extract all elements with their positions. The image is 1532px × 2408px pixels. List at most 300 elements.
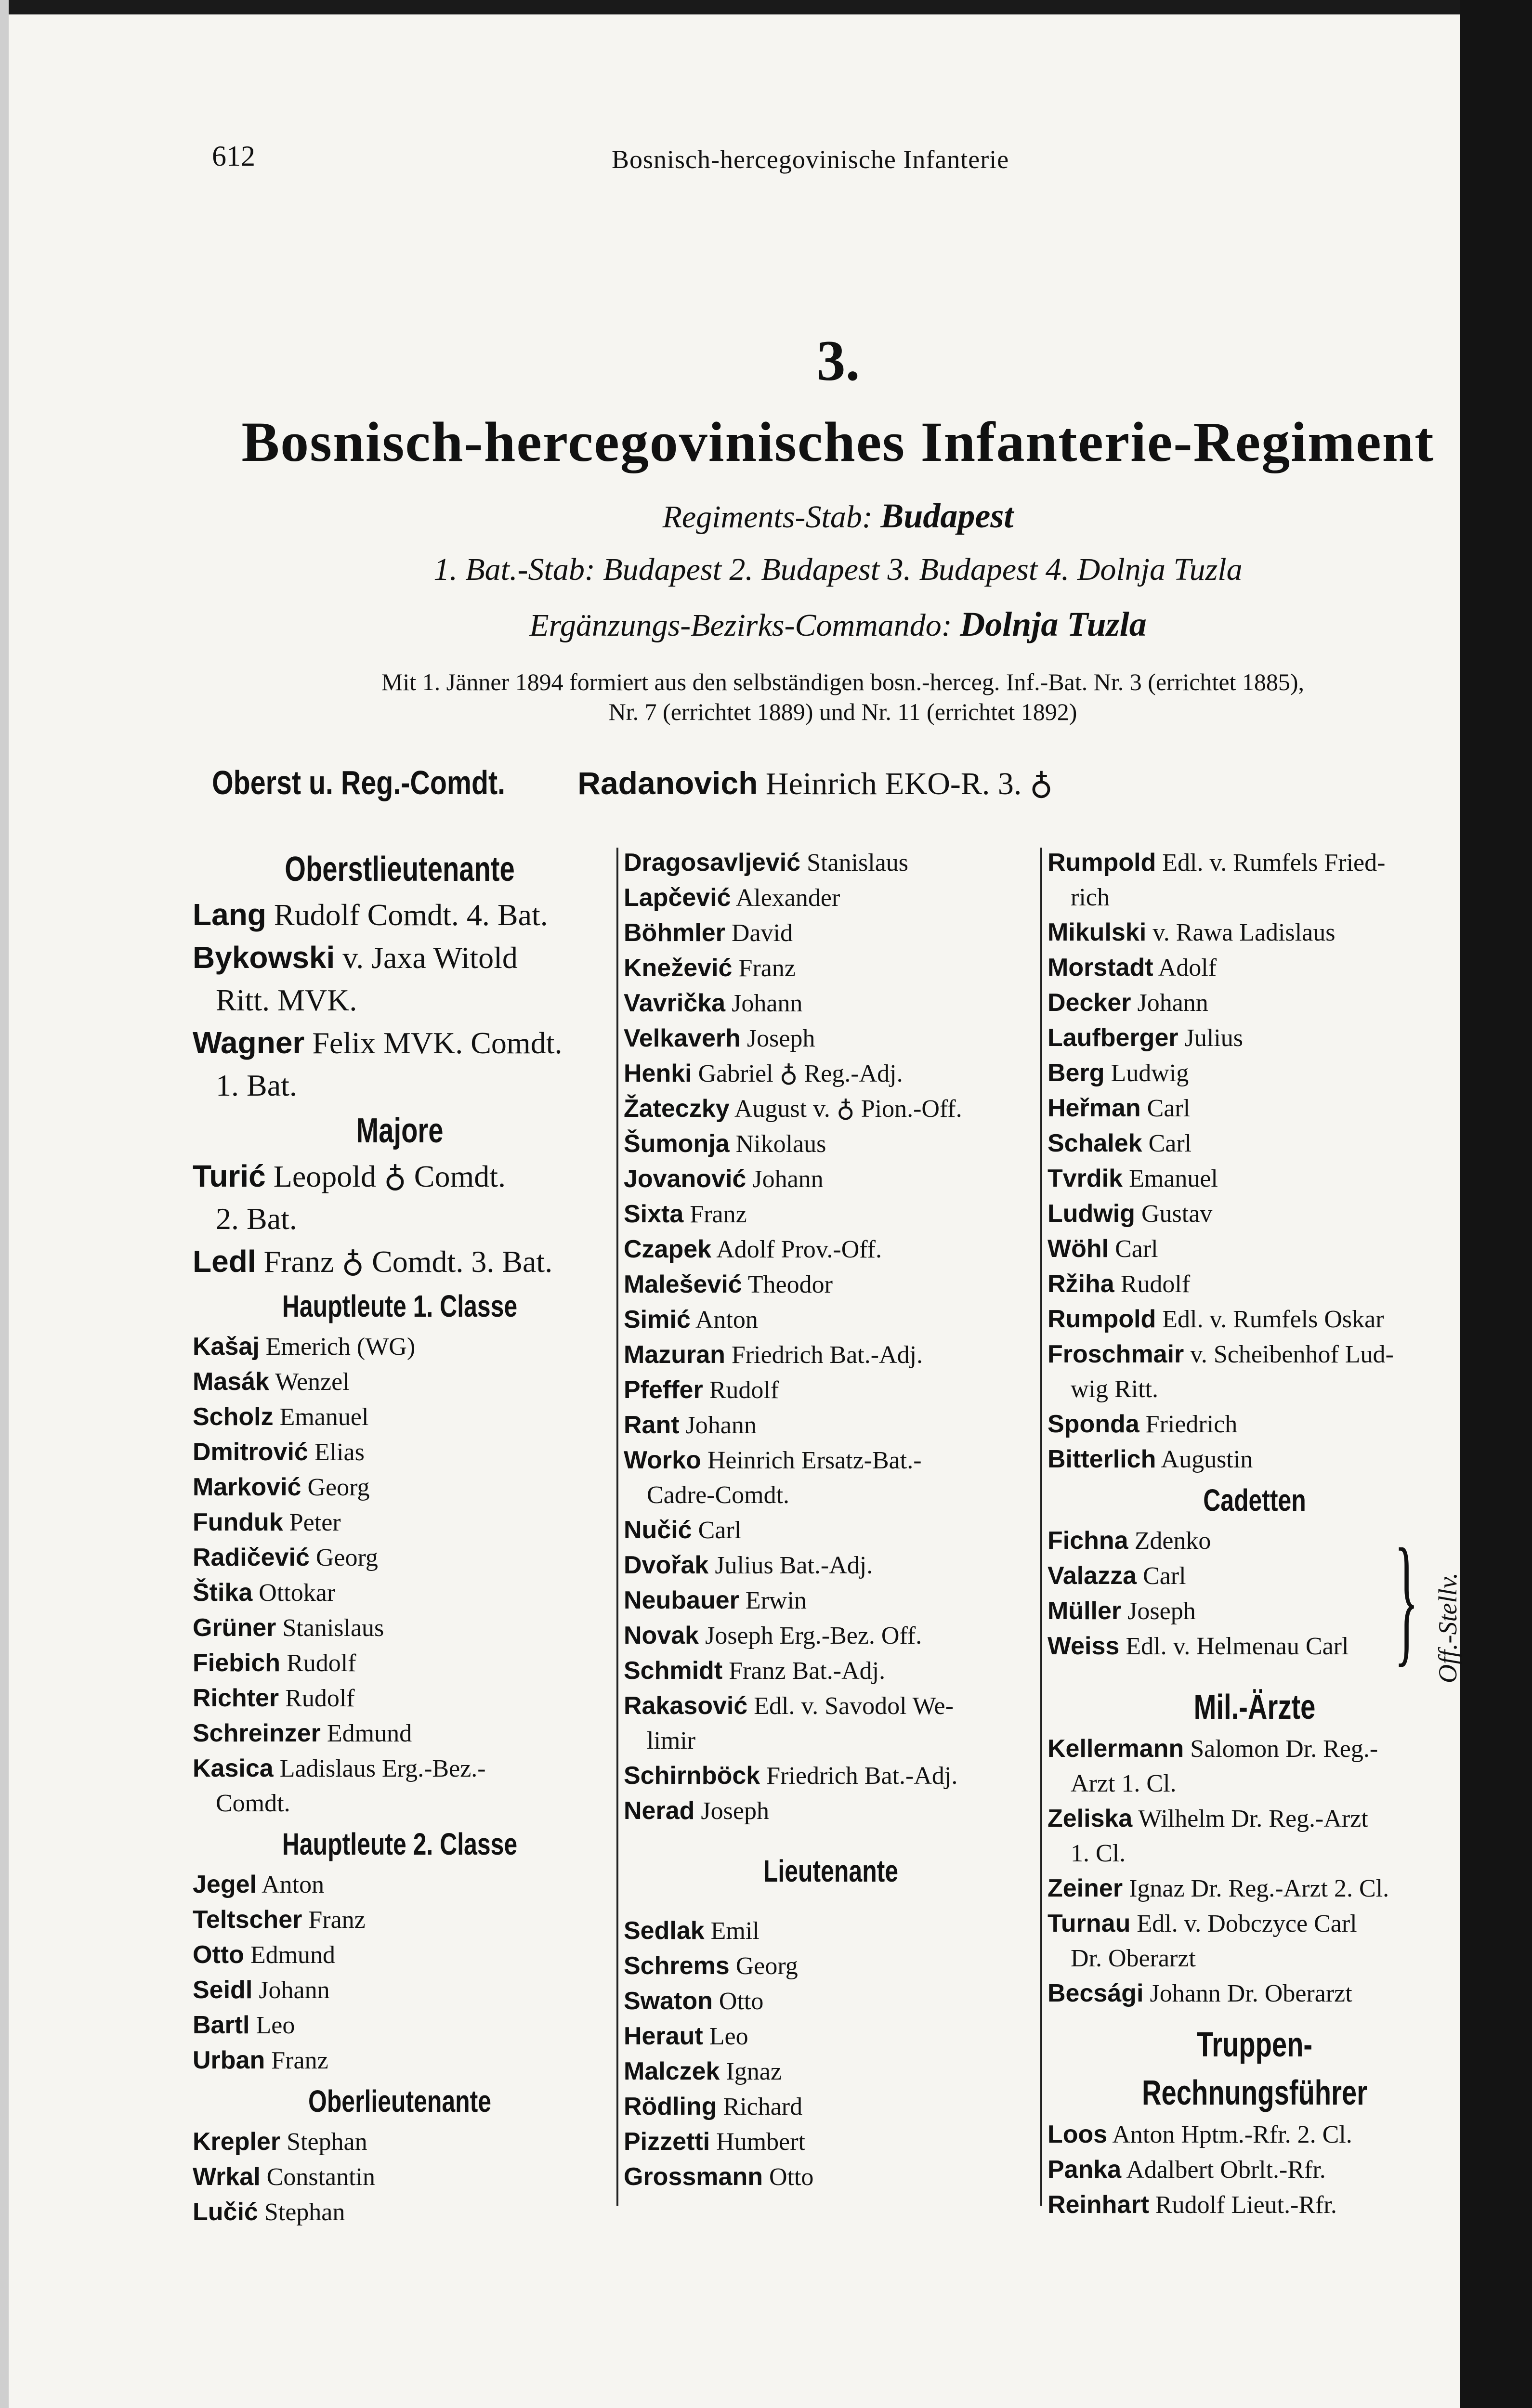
officer-details: Ignaz Dr. Reg.-Arzt 2. Cl. bbox=[1129, 1875, 1389, 1902]
officer-surname: Štika bbox=[193, 1579, 253, 1607]
officer-surname: Froschmair bbox=[1048, 1340, 1184, 1368]
officer-surname: Müller bbox=[1048, 1597, 1122, 1625]
officer-surname: Lang bbox=[193, 897, 266, 932]
officer-details: Johann bbox=[259, 1976, 330, 2004]
roster-entry bbox=[1048, 1302, 1462, 1337]
formation-note-line-1: Mit 1. Jänner 1894 formiert aus den selbständigen bosn.-herceg. Inf.-Bat. Nr. 3 (errichtet 1885), bbox=[381, 668, 1305, 695]
officer-details: Franz Bat.-Adj. bbox=[729, 1657, 886, 1685]
roster-entry bbox=[193, 2159, 607, 2195]
officer-surname: Reinhart bbox=[1048, 2191, 1149, 2219]
formation-note-line-2: Nr. 7 (errichtet 1889) und Nr. 11 (errichtet 1892) bbox=[608, 698, 1077, 725]
officer-details: Adolf Prov.-Off. bbox=[716, 1236, 882, 1263]
roster-entry bbox=[1048, 1976, 1462, 2011]
officer-surname: Lučić bbox=[193, 2198, 258, 2226]
officer-details: Rudolf bbox=[287, 1649, 356, 1677]
officer-surname: Decker bbox=[1048, 989, 1131, 1017]
roster-entry bbox=[1048, 1056, 1462, 1091]
officer-details: Joseph Erg.-Bez. Off. bbox=[705, 1622, 922, 1649]
roster-entry bbox=[193, 1646, 607, 1681]
roster-entry bbox=[193, 1751, 607, 1786]
roster-entry bbox=[193, 1329, 607, 1364]
officer-surname: Rödling bbox=[624, 2093, 717, 2120]
entry-continuation: limir bbox=[647, 1727, 696, 1754]
officer-details: Franz bbox=[690, 1201, 747, 1228]
officer-details: Ludwig bbox=[1111, 1060, 1189, 1087]
heading-cadetten: Cadetten bbox=[1203, 1483, 1306, 1518]
officer-details: Richard bbox=[723, 2093, 803, 2120]
heading-rechnungsfuehrer: Truppen-Rechnungsführer bbox=[1141, 2026, 1368, 2112]
officer-surname: Knežević bbox=[624, 954, 733, 982]
roster-entry bbox=[193, 1575, 607, 1610]
officer-details: Salomon Dr. Reg.- bbox=[1190, 1735, 1378, 1763]
officer-surname: Mikulski bbox=[1048, 918, 1147, 946]
officer-details: Otto bbox=[719, 1988, 764, 2015]
roster-entry bbox=[624, 1513, 1038, 1548]
roster-entry bbox=[624, 1984, 1038, 2019]
roster-entry bbox=[1048, 1337, 1462, 1372]
officer-surname: Fichna bbox=[1048, 1527, 1128, 1555]
battalions-line: 1. Bat.-Stab: Budapest 2. Budapest 3. Budapest 4. Dolnja Tuzla bbox=[433, 552, 1243, 587]
roster-entry bbox=[624, 1162, 1038, 1197]
officer-surname: Bartl bbox=[193, 2011, 250, 2039]
officer-details: Edl. v. Rumfels Fried- bbox=[1162, 849, 1386, 877]
officer-surname: Malczek bbox=[624, 2057, 720, 2085]
roster-entry bbox=[193, 2043, 607, 2078]
officer-details: Franz ♁ Comdt. 3. Bat. bbox=[263, 1244, 553, 1279]
officer-details: August v. ♁ Pion.-Off. bbox=[734, 1095, 962, 1123]
list-lieutenante-a bbox=[624, 1913, 1038, 2195]
roster-entry bbox=[1048, 2152, 1462, 2187]
officer-details: Carl bbox=[1147, 1095, 1191, 1122]
staff-city: Budapest bbox=[880, 497, 1014, 535]
list-oberlieutenante-a bbox=[193, 2124, 607, 2230]
officer-surname: Schmidt bbox=[624, 1657, 723, 1685]
roster-entry bbox=[193, 1867, 607, 1902]
officer-details: Edl. v. Rumfels Oskar bbox=[1162, 1306, 1384, 1333]
officer-details: Johann bbox=[732, 990, 803, 1017]
officer-surname: Krepler bbox=[193, 2128, 281, 2156]
officer-surname: Henki bbox=[624, 1060, 692, 1087]
list-oberstlieutenante bbox=[193, 893, 607, 1107]
officer-surname: Zeiner bbox=[1048, 1874, 1123, 1902]
officer-surname: Weiss bbox=[1048, 1632, 1120, 1660]
heading-mil-aerzte: Mil.-Ärzte bbox=[1193, 1688, 1316, 1727]
officer-details: Franz bbox=[308, 1906, 366, 1934]
officer-surname: Novak bbox=[624, 1622, 699, 1649]
roster-entry bbox=[1048, 1267, 1462, 1302]
roster-entry bbox=[624, 880, 1038, 916]
roster-entry bbox=[624, 1232, 1038, 1267]
officer-details: Augustin bbox=[1161, 1446, 1253, 1473]
officer-details: Wenzel bbox=[275, 1368, 350, 1396]
roster-entry bbox=[624, 1408, 1038, 1443]
officer-surname: Lapčević bbox=[624, 884, 731, 912]
officer-surname: Pfeffer bbox=[624, 1376, 703, 1404]
roster-entry bbox=[1048, 845, 1462, 880]
roster-entry bbox=[624, 1793, 1038, 1829]
officer-surname: Funduk bbox=[193, 1508, 283, 1536]
officer-surname: Nučić bbox=[624, 1516, 692, 1544]
officer-surname: Dragosavljević bbox=[624, 849, 801, 877]
roster-entry bbox=[624, 1443, 1038, 1478]
officer-details: Rudolf bbox=[285, 1685, 355, 1712]
officer-details: Elias bbox=[314, 1439, 365, 1466]
heading-oberlieutenante: Oberlieutenante bbox=[308, 2084, 492, 2119]
roster-entry bbox=[1048, 1021, 1462, 1056]
officer-surname: Grüner bbox=[193, 1614, 276, 1642]
officer-details: Anton Hptm.-Rfr. 2. Cl. bbox=[1112, 2121, 1352, 2148]
roster-entry bbox=[193, 1470, 607, 1505]
officer-details: Leo bbox=[709, 2023, 748, 2050]
officer-surname: Kašaj bbox=[193, 1333, 260, 1361]
roster-entry bbox=[193, 2008, 607, 2043]
officer-details: Wilhelm Dr. Reg.-Arzt bbox=[1138, 1805, 1368, 1832]
column-1 bbox=[193, 845, 607, 2230]
officer-details: Anton bbox=[695, 1306, 758, 1334]
roster-entry bbox=[1048, 1126, 1462, 1161]
roster-entry bbox=[624, 2089, 1038, 2124]
officer-details: Carl bbox=[1143, 1562, 1186, 1590]
officer-surname: Neubauer bbox=[624, 1586, 739, 1614]
officer-surname: Velkaverh bbox=[624, 1024, 741, 1052]
officer-surname: Mazuran bbox=[624, 1341, 725, 1369]
entry-continuation: 1. Bat. bbox=[216, 1068, 297, 1102]
roster-entry bbox=[624, 1758, 1038, 1793]
roster-entry bbox=[193, 1540, 607, 1575]
cadetten-brace: } bbox=[1394, 1519, 1419, 1679]
officer-details: v. Rawa Ladislaus bbox=[1152, 919, 1336, 946]
officer-surname: Turić bbox=[193, 1159, 266, 1193]
officer-surname: Simić bbox=[624, 1306, 691, 1334]
heading-majore: Majore bbox=[356, 1112, 444, 1150]
officer-details: David bbox=[731, 919, 793, 947]
officer-details: Carl bbox=[698, 1517, 742, 1544]
officer-surname: Sedlak bbox=[624, 1917, 705, 1945]
officer-surname: Pizzetti bbox=[624, 2128, 710, 2156]
roster-entry bbox=[624, 1021, 1038, 1056]
officer-surname: Bitterlich bbox=[1048, 1445, 1156, 1473]
list-hauptleute-2 bbox=[193, 1867, 607, 2078]
officer-surname: Rumpold bbox=[1048, 1305, 1156, 1333]
roster-entry bbox=[1048, 1091, 1462, 1126]
officer-details: Friedrich Bat.-Adj. bbox=[766, 1762, 958, 1790]
officer-surname: Šumonja bbox=[624, 1130, 730, 1158]
officer-details: Carl bbox=[1148, 1130, 1192, 1157]
roster-entry bbox=[193, 1240, 607, 1283]
roster-entry bbox=[193, 1435, 607, 1470]
officer-details: Edl. v. Savodol We- bbox=[754, 1692, 954, 1720]
colonel-rank: Oberst u. Reg.-Comdt. bbox=[212, 764, 506, 801]
officer-surname: Teltscher bbox=[193, 1906, 302, 1934]
officer-surname: Schreinzer bbox=[193, 1719, 321, 1747]
officer-surname: Turnau bbox=[1048, 1910, 1131, 1937]
roster-entry bbox=[624, 986, 1038, 1021]
officer-surname: Kellermann bbox=[1048, 1735, 1184, 1763]
officer-details: Felix MVK. Comdt. bbox=[312, 1026, 563, 1060]
officer-surname: Schrems bbox=[624, 1952, 730, 1980]
officer-surname: Tvrdik bbox=[1048, 1165, 1123, 1192]
officer-surname: Jegel bbox=[193, 1871, 257, 1898]
officer-details: Humbert bbox=[716, 2128, 805, 2156]
officer-surname: Sixta bbox=[624, 1200, 684, 1228]
officer-surname: Kasica bbox=[193, 1754, 274, 1782]
officer-details: Rudolf Lieut.-Rfr. bbox=[1155, 2191, 1337, 2219]
officer-details: Carl bbox=[1115, 1235, 1158, 1263]
entry-continuation: Dr. Oberarzt bbox=[1071, 1945, 1196, 1972]
officer-surname: Ludwig bbox=[1048, 1200, 1135, 1228]
roster-entry bbox=[193, 2195, 607, 2230]
roster-entry bbox=[193, 1610, 607, 1646]
entry-continuation: Ritt. MVK. bbox=[216, 983, 357, 1017]
officer-details: Stanislaus bbox=[282, 1614, 384, 1642]
officer-surname: Wöhl bbox=[1048, 1235, 1109, 1263]
entry-continuation: 2. Bat. bbox=[216, 1202, 297, 1236]
roster-entry bbox=[1048, 1871, 1462, 1906]
regiment-number: 3. bbox=[816, 328, 860, 393]
list-rechnungsfuehrer bbox=[1048, 2117, 1462, 2223]
officer-details: Alexander bbox=[735, 884, 840, 912]
roster-entry bbox=[624, 1302, 1038, 1337]
entry-continuation: Arzt 1. Cl. bbox=[1071, 1770, 1177, 1797]
officer-details: Adalbert Obrlt.-Rfr. bbox=[1126, 2156, 1326, 2184]
officer-details: Peter bbox=[289, 1509, 341, 1536]
officer-details: Stanislaus bbox=[807, 849, 909, 877]
officer-surname: Scholz bbox=[193, 1403, 274, 1431]
officer-surname: Ledl bbox=[193, 1244, 256, 1279]
officer-details: Gustav bbox=[1141, 1200, 1213, 1228]
officer-details: Gabriel ♁ Reg.-Adj. bbox=[698, 1060, 903, 1087]
officer-details: Ladislaus Erg.-Bez.- bbox=[279, 1755, 486, 1782]
roster-entry bbox=[624, 1653, 1038, 1688]
officer-details: Friedrich Bat.-Adj. bbox=[731, 1341, 923, 1369]
roster-entry bbox=[624, 1618, 1038, 1653]
roster-entry bbox=[193, 1716, 607, 1751]
running-head: Bosnisch-hercegovinische Infanterie bbox=[612, 145, 1009, 174]
roster-entry bbox=[624, 1373, 1038, 1408]
roster-entry bbox=[624, 951, 1038, 986]
officer-surname: Wrkal bbox=[193, 2163, 261, 2191]
heading-hauptleute-2: Hauptleute 2. Classe bbox=[282, 1827, 518, 1861]
officer-surname: Grossmann bbox=[624, 2163, 763, 2191]
officer-details: Edmund bbox=[250, 1941, 336, 1969]
officer-surname: Swaton bbox=[624, 1987, 713, 2015]
officer-details: v. Scheibenhof Lud- bbox=[1190, 1341, 1394, 1368]
officer-surname: Ržiha bbox=[1048, 1270, 1114, 1298]
officer-surname: Vavrička bbox=[624, 989, 726, 1017]
officer-surname: Zeliska bbox=[1048, 1805, 1133, 1832]
officer-details: Constantin bbox=[266, 2163, 376, 2191]
roster-entry bbox=[624, 1126, 1038, 1162]
officer-surname: Wagner bbox=[193, 1025, 305, 1060]
officer-details: Joseph bbox=[1127, 1597, 1196, 1625]
officer-surname: Berg bbox=[1048, 1059, 1105, 1087]
roster-entry bbox=[624, 1091, 1038, 1126]
district-label: Ergänzungs-Bezirks-Commando: bbox=[529, 608, 952, 643]
roster-entry bbox=[624, 1913, 1038, 1949]
officer-surname: Dmitrović bbox=[193, 1438, 308, 1466]
roster-entry bbox=[624, 2124, 1038, 2159]
officer-surname: Bykowski bbox=[193, 940, 335, 975]
officer-surname: Rakasović bbox=[624, 1692, 748, 1720]
roster-entry bbox=[1048, 2117, 1462, 2152]
district-city: Dolnja Tuzla bbox=[960, 605, 1147, 643]
roster-entry bbox=[193, 1902, 607, 1937]
officer-details: Zdenko bbox=[1134, 1527, 1211, 1555]
officer-surname: Nerad bbox=[624, 1797, 695, 1825]
officer-surname: Marković bbox=[193, 1473, 301, 1501]
officer-details: Joseph bbox=[701, 1797, 769, 1825]
entry-continuation: 1. Cl. bbox=[1071, 1840, 1126, 1867]
roster-entry bbox=[193, 1937, 607, 1973]
roster-entry bbox=[1048, 950, 1462, 985]
officer-details: Julius Bat.-Adj. bbox=[715, 1552, 873, 1579]
roster-entry bbox=[193, 1505, 607, 1540]
officer-surname: Dvořak bbox=[624, 1551, 709, 1579]
roster-entry bbox=[193, 936, 607, 979]
officer-surname: Seidl bbox=[193, 1976, 253, 2004]
roster-entry bbox=[193, 1400, 607, 1435]
officer-surname: Böhmler bbox=[624, 919, 725, 947]
roster-entry bbox=[624, 916, 1038, 951]
regiment-title: Bosnisch-hercegovinisches Infanterie-Regiment bbox=[241, 410, 1435, 473]
officer-details: Georg bbox=[735, 1952, 798, 1980]
roster-entry bbox=[624, 2159, 1038, 2195]
roster-entry bbox=[624, 2019, 1038, 2054]
officer-surname: Heřman bbox=[1048, 1094, 1141, 1122]
heading-oberstlieutenante: Oberstlieutenante bbox=[285, 850, 515, 889]
officer-details: Johann bbox=[1137, 989, 1208, 1017]
officer-details: Rudolf bbox=[1120, 1270, 1191, 1298]
officer-surname: Worko bbox=[624, 1446, 701, 1474]
officer-surname: Becsági bbox=[1048, 1979, 1144, 2007]
colonel-line bbox=[212, 763, 1474, 802]
roster-entry bbox=[624, 1197, 1038, 1232]
officer-details: Edl. v. Dobczyce Carl bbox=[1137, 1910, 1357, 1937]
officer-details: Edmund bbox=[327, 1720, 412, 1747]
roster-entry bbox=[624, 2054, 1038, 2089]
officer-details: Johann bbox=[752, 1165, 824, 1193]
officer-details: Rudolf Comdt. 4. Bat. bbox=[274, 898, 548, 932]
list-majore bbox=[193, 1155, 607, 1283]
officer-surname: Fiebich bbox=[193, 1649, 281, 1677]
roster-entry bbox=[1048, 985, 1462, 1021]
officer-details: Johann Dr. Oberarzt bbox=[1150, 1980, 1352, 2007]
officer-details: Franz bbox=[738, 955, 796, 982]
officer-details: Ottokar bbox=[259, 1579, 336, 1607]
entry-continuation: wig Ritt. bbox=[1071, 1375, 1159, 1403]
scan-edge-top bbox=[0, 0, 1532, 14]
officer-surname: Otto bbox=[193, 1941, 244, 1969]
roster-entry bbox=[193, 1021, 607, 1064]
officer-details: Edl. v. Helmenau Carl bbox=[1126, 1633, 1349, 1660]
officer-details: Emil bbox=[710, 1917, 759, 1945]
officer-details: Franz bbox=[271, 2047, 328, 2074]
officer-surname: Urban bbox=[193, 2046, 265, 2074]
cadetten-note: Off.-Stellv. bbox=[1433, 1572, 1462, 1683]
officer-surname: Žateczky bbox=[624, 1095, 730, 1123]
roster-entry bbox=[1048, 1196, 1462, 1231]
officer-surname: Schirnböck bbox=[624, 1762, 760, 1790]
officer-details: Johann bbox=[685, 1412, 757, 1439]
roster-entry bbox=[193, 1155, 607, 1198]
officer-details: Joseph bbox=[746, 1025, 815, 1052]
list-mil-aerzte bbox=[1048, 1731, 1462, 2011]
roster-entry bbox=[1048, 1731, 1462, 1767]
roster-entry bbox=[624, 1583, 1038, 1618]
roster-entry bbox=[624, 1056, 1038, 1091]
entry-continuation: rich bbox=[1071, 884, 1110, 911]
officer-details: Emanuel bbox=[279, 1403, 369, 1431]
list-hauptleute-1 bbox=[193, 1329, 607, 1821]
officer-details: Leopold ♁ Comdt. bbox=[273, 1159, 506, 1193]
officer-details: Emanuel bbox=[1129, 1165, 1218, 1192]
officer-surname: Schalek bbox=[1048, 1129, 1142, 1157]
roster-entry bbox=[624, 1337, 1038, 1373]
officer-details: Georg bbox=[307, 1474, 370, 1501]
officer-details: Adolf bbox=[1158, 954, 1217, 982]
officer-details: Stephan bbox=[264, 2199, 345, 2226]
officer-surname: Jovanović bbox=[624, 1165, 746, 1193]
roster-entry bbox=[624, 845, 1038, 880]
column-divider-2 bbox=[1040, 848, 1042, 2206]
officer-surname: Loos bbox=[1048, 2120, 1108, 2148]
officer-details: Friedrich bbox=[1145, 1411, 1238, 1438]
list-lieutenante-b bbox=[1048, 845, 1462, 1477]
officer-surname: Richter bbox=[193, 1684, 279, 1712]
officer-details: Rudolf bbox=[709, 1376, 779, 1404]
officer-details: Anton bbox=[262, 1871, 325, 1898]
officer-details: Theodor bbox=[747, 1271, 833, 1298]
column-2 bbox=[624, 845, 1038, 2195]
roster-entry bbox=[193, 1364, 607, 1400]
roster-entry bbox=[1048, 1442, 1462, 1477]
list-oberlieutenante-b bbox=[624, 845, 1038, 1829]
officer-details: Stephan bbox=[287, 2128, 367, 2156]
heading-hauptleute-1: Hauptleute 1. Classe bbox=[282, 1289, 518, 1323]
district-line bbox=[222, 604, 1454, 644]
staff-label: Regiments-Stab: bbox=[662, 499, 873, 535]
officer-surname: Laufberger bbox=[1048, 1024, 1178, 1052]
officer-surname: Sponda bbox=[1048, 1410, 1139, 1438]
roster-entry bbox=[193, 1681, 607, 1716]
officer-details: Heinrich Ersatz-Bat.- bbox=[707, 1447, 922, 1474]
roster-entry bbox=[1048, 1161, 1462, 1196]
roster-entry bbox=[624, 1267, 1038, 1302]
roster-entry bbox=[624, 1688, 1038, 1724]
roster-entry bbox=[624, 1949, 1038, 1984]
roster-entry bbox=[193, 2124, 607, 2159]
roster-entry bbox=[1048, 2187, 1462, 2223]
officer-surname: Morstadt bbox=[1048, 954, 1153, 982]
roster-entry bbox=[1048, 1801, 1462, 1836]
officer-surname: Radičević bbox=[193, 1544, 310, 1571]
heading-lieutenante: Lieutenante bbox=[763, 1854, 899, 1888]
roster-entry bbox=[1048, 1231, 1462, 1267]
roster-entry bbox=[1048, 1906, 1462, 1941]
officer-surname: Valazza bbox=[1048, 1562, 1137, 1590]
officer-surname: Czapek bbox=[624, 1235, 712, 1263]
officer-details: Georg bbox=[315, 1544, 378, 1571]
colonel-name: Radanovich bbox=[577, 765, 758, 801]
roster-entry bbox=[1048, 915, 1462, 950]
officer-details: Julius bbox=[1184, 1024, 1243, 1052]
officer-surname: Malešević bbox=[624, 1270, 742, 1298]
roster-entry bbox=[193, 1973, 607, 2008]
officer-details: Leo bbox=[256, 2012, 295, 2039]
staff-line bbox=[222, 496, 1454, 536]
roster-entry bbox=[193, 893, 607, 936]
officer-details: v. Jaxa Witold bbox=[342, 941, 518, 975]
